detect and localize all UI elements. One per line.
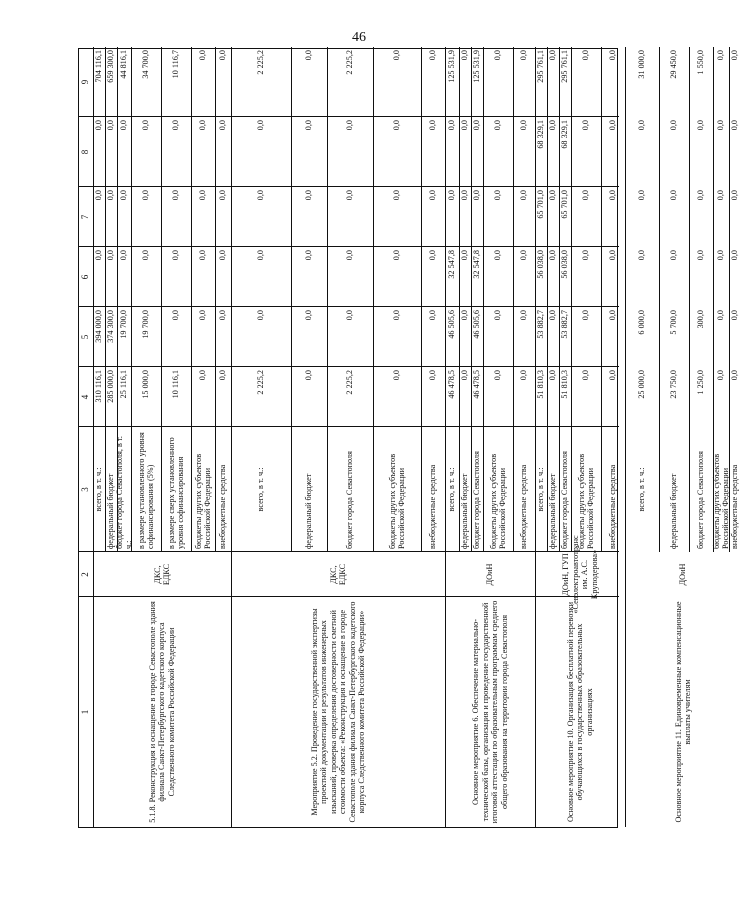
amount-cell: 0,0 [218,250,228,261]
amount-cell: 0,0 [730,190,740,201]
amount-cell: 10 116,7 [171,50,181,79]
executor-name: ДОиН [678,563,688,586]
amount-cell: 0,0 [198,50,208,61]
amount-cell: 68 329,1 [560,120,570,149]
amount-cell: 0,0 [696,190,706,201]
amount-cell: 0,0 [171,310,181,321]
amount-cell: 51 810,3 [560,370,570,399]
amount-cell: 0,0 [548,120,558,131]
header-cell: 8 [80,149,91,155]
activity-name: Основное мероприятие 11. Единовременные компенсационные выплаты учителям [673,601,692,823]
amount-cell: 68 329,1 [536,120,546,149]
amount-cell: 51 810,3 [536,370,546,399]
amount-cell: 2 225,2 [345,370,355,395]
amount-cell: 0,0 [256,190,266,201]
header-cell: 7 [80,214,91,220]
amount-cell: 0,0 [519,370,529,381]
amount-cell: 0,0 [106,120,116,131]
page-number: 46 [352,30,366,45]
header-cell: 9 [80,79,91,85]
amount-cell: 0,0 [304,370,314,381]
executor-name: ДОиН, ГУП «Севэлектроавтотранс им. А.С. Круподерова» [561,535,599,614]
amount-cell: 0,0 [304,190,314,201]
activity-name: Мероприятие 5.2. Проведение государственной экспертизы проектной документации и результатов инженерных изысканий, проверка определения достоверности сметной стоимости объекта: «Реконструкция и оснащение в городе Севастополе здания филиала Санкт-Петербургского кадетского корпуса Следственного комитета Российской Федерации» [309,601,366,823]
funding-source-label: федеральный бюджет [304,473,314,549]
funding-source-label: в размере сверх установленного уровня софинансирования [166,437,185,549]
amount-cell: 0,0 [345,190,355,201]
amount-cell: 0,0 [608,370,618,381]
amount-cell: 0,0 [460,370,470,381]
amount-cell: 10 116,1 [171,370,181,399]
funding-source-label: всего, в т. ч.: [94,467,104,512]
document-table [78,48,740,828]
activity-name: Основное мероприятие 6. Обеспечение материально-технической базы, организация и проведение государственной итоговой аттестации по образовательным программам среднего общего образования на территории города Севастополя [471,600,509,824]
amount-cell: 0,0 [447,190,457,201]
amount-cell: 0,0 [581,190,591,201]
amount-cell: 2 225,2 [345,50,355,75]
amount-cell: 29 450,0 [669,50,679,79]
column-divider [79,596,619,597]
amount-cell: 0,0 [519,120,529,131]
amount-cell: 0,0 [519,310,529,321]
amount-cell: 0,0 [171,250,181,261]
column-divider [79,246,619,247]
amount-cell: 0,0 [608,190,618,201]
amount-cell: 0,0 [106,190,116,201]
amount-cell: 25 116,1 [119,370,129,399]
amount-cell: 0,0 [581,370,591,381]
amount-cell: 0,0 [256,120,266,131]
amount-cell: 394 000,0 [94,310,104,343]
amount-cell: 56 038,0 [560,250,570,279]
funding-source-label: федеральный бюджет [106,473,116,549]
amount-cell: 0,0 [493,370,503,381]
funding-source-label: внебюджетные средства [428,464,438,549]
amount-cell: 0,0 [696,120,706,131]
amount-cell: 32 547,8 [472,250,482,279]
amount-cell: 0,0 [472,190,482,201]
header-cell: 2 [80,572,91,577]
amount-cell: 0,0 [218,310,228,321]
amount-cell: 0,0 [460,250,470,261]
amount-cell: 53 882,7 [560,310,570,339]
amount-cell: 0,0 [428,120,438,131]
amount-cell: 0,0 [519,190,529,201]
amount-cell: 0,0 [608,50,618,61]
amount-cell: 0,0 [548,50,558,61]
amount-cell: 0,0 [460,310,470,321]
funding-source-label: бюджет города Севастополя [345,451,355,549]
amount-cell: 0,0 [460,120,470,131]
amount-cell: 0,0 [519,250,529,261]
amount-cell: 125 531,9 [472,50,482,83]
amount-cell: 0,0 [716,190,726,201]
column-divider [79,186,619,187]
amount-cell: 0,0 [548,250,558,261]
header-cell: 3 [80,487,91,492]
amount-cell: 0,0 [304,50,314,61]
amount-cell: 0,0 [119,190,129,201]
amount-cell: 0,0 [428,250,438,261]
amount-cell: 0,0 [608,120,618,131]
funding-source-label: бюджет города Севастополя [472,451,482,549]
amount-cell: 0,0 [94,250,104,261]
amount-cell: 0,0 [171,120,181,131]
amount-cell: 0,0 [198,250,208,261]
column-divider [79,116,619,117]
amount-cell: 0,0 [460,50,470,61]
amount-cell: 310 116,1 [94,370,104,403]
activity-name: 5.1.8. Реконструкция и оснащение в городе Севастополе здания филиала Санкт-Петербургского кадетского корпуса Следственного комитета Российской Федерации [147,601,176,823]
amount-cell: 0,0 [392,120,402,131]
amount-cell: 46 505,6 [472,310,482,339]
activity-name: Основное мероприятие 10. Организация бесплатной перевозки обучающихся в государственных образовательных организациях [565,601,594,823]
executor-name: ДКС, ЕДКС [152,563,171,586]
funding-source-label: всего, в т. ч.: [447,467,457,512]
amount-cell: 0,0 [519,50,529,61]
funding-source-label: внебюджетные средства [608,464,618,549]
funding-source-label: бюджеты других субъектов Российской Федерации [711,453,730,549]
amount-cell: 300,0 [696,310,706,329]
funding-source-label: всего, в т. ч.: [637,467,647,512]
amount-cell: 0,0 [304,250,314,261]
funding-source-label: в размере установленного уровня софинансирования (5%) [136,432,155,549]
amount-cell: 53 882,7 [536,310,546,339]
amount-cell: 0,0 [548,190,558,201]
amount-cell: 15 000,0 [141,370,151,399]
amount-cell: 659 300,0 [106,50,116,83]
amount-cell: 0,0 [669,190,679,201]
amount-cell: 0,0 [428,370,438,381]
funding-source-label: внебюджетные средства [730,464,740,549]
header-cell: 5 [80,334,91,340]
funding-source-label: всего, в т. ч.: [536,467,546,512]
amount-cell: 0,0 [696,250,706,261]
amount-cell: 31 000,0 [637,50,647,79]
amount-cell: 0,0 [256,250,266,261]
amount-cell: 0,0 [637,190,647,201]
amount-cell: 0,0 [730,310,740,321]
amount-cell: 0,0 [198,370,208,381]
amount-cell: 0,0 [730,250,740,261]
executor-name: ДКС, ЕДКС [328,563,347,586]
funding-source-label: бюджеты других субъектов Российской Федерации [488,453,507,549]
amount-cell: 19 700,0 [141,310,151,339]
amount-cell: 46 478,5 [447,370,457,399]
column-divider [79,366,619,367]
amount-cell: 5 700,0 [669,310,679,335]
amount-cell: 0,0 [493,250,503,261]
amount-cell: 0,0 [472,120,482,131]
amount-cell: 0,0 [428,190,438,201]
amount-cell: 65 701,0 [560,190,570,219]
amount-cell: 0,0 [637,250,647,261]
header-cell: 6 [80,274,91,280]
amount-cell: 6 000,0 [637,310,647,335]
amount-cell: 295 761,1 [560,50,570,83]
amount-cell: 0,0 [716,50,726,61]
amount-cell: 285 000,0 [106,370,116,403]
funding-source-label: бюджет города Севастополя, в т. ч.: [114,436,133,549]
amount-cell: 0,0 [392,190,402,201]
amount-cell: 0,0 [141,250,151,261]
amount-cell: 0,0 [493,190,503,201]
amount-cell: 0,0 [171,190,181,201]
funding-source-label: бюджеты других субъектов Российской Федерации [193,453,212,549]
amount-cell: 0,0 [730,120,740,131]
amount-cell: 46 478,5 [472,370,482,399]
amount-cell: 0,0 [345,250,355,261]
amount-cell: 0,0 [119,120,129,131]
funding-source-label: бюджет города Севастополя [560,451,570,549]
amount-cell: 19 700,0 [119,310,129,339]
amount-cell: 0,0 [392,370,402,381]
amount-cell: 0,0 [198,190,208,201]
amount-cell: 65 701,0 [536,190,546,219]
amount-cell: 2 225,2 [256,50,266,75]
funding-source-label: федеральный бюджет [548,473,558,549]
header-cell: 4 [80,394,91,400]
amount-cell: 0,0 [716,250,726,261]
amount-cell: 374 300,0 [106,310,116,343]
amount-cell: 2 225,2 [256,370,266,395]
amount-cell: 0,0 [716,310,726,321]
funding-source-label: внебюджетные средства [519,464,529,549]
amount-cell: 0,0 [428,310,438,321]
amount-cell: 0,0 [218,190,228,201]
amount-cell: 0,0 [447,120,457,131]
amount-cell: 0,0 [669,250,679,261]
column-divider [79,551,619,552]
amount-cell: 0,0 [460,190,470,201]
amount-cell: 0,0 [637,120,647,131]
amount-cell: 0,0 [392,310,402,321]
amount-cell: 0,0 [493,120,503,131]
amount-cell: 0,0 [581,120,591,131]
amount-cell: 0,0 [119,250,129,261]
amount-cell: 0,0 [608,310,618,321]
amount-cell: 125 531,9 [447,50,457,83]
amount-cell: 0,0 [493,310,503,321]
funding-source-label: бюджеты других субъектов Российской Федерации [387,453,406,549]
budget-table [78,48,740,828]
amount-cell: 0,0 [493,50,503,61]
amount-cell: 0,0 [345,120,355,131]
amount-cell: 0,0 [345,310,355,321]
amount-cell: 0,0 [304,120,314,131]
executor-name: ДОиН [485,563,495,586]
funding-source-label: федеральный бюджет [460,473,470,549]
amount-cell: 0,0 [218,50,228,61]
amount-cell: 0,0 [392,50,402,61]
amount-cell: 34 700,0 [141,50,151,79]
amount-cell: 0,0 [218,370,228,381]
amount-cell: 46 505,6 [447,310,457,339]
header-cell: 1 [80,709,91,715]
amount-cell: 0,0 [608,250,618,261]
amount-cell: 1 250,0 [696,370,706,395]
funding-source-label: внебюджетные средства [218,464,228,549]
amount-cell: 1 550,0 [696,50,706,75]
amount-cell: 44 816,1 [119,50,129,79]
column-divider [79,426,619,427]
amount-cell: 0,0 [141,190,151,201]
amount-cell: 0,0 [428,50,438,61]
amount-cell: 0,0 [141,120,151,131]
column-divider [79,306,619,307]
amount-cell: 0,0 [94,120,104,131]
funding-source-label: бюджеты других субъектов Российской Федерации [576,453,595,549]
amount-cell: 295 761,1 [536,50,546,83]
amount-cell: 56 038,0 [536,250,546,279]
amount-cell: 0,0 [392,250,402,261]
amount-cell: 0,0 [198,310,208,321]
amount-cell: 0,0 [716,370,726,381]
amount-cell: 0,0 [581,50,591,61]
amount-cell: 0,0 [548,370,558,381]
amount-cell: 0,0 [716,120,726,131]
amount-cell: 0,0 [581,310,591,321]
amount-cell: 704 116,1 [94,50,104,83]
amount-cell: 0,0 [198,120,208,131]
amount-cell: 0,0 [106,250,116,261]
amount-cell: 0,0 [730,370,740,381]
amount-cell: 25 000,0 [637,370,647,399]
amount-cell: 32 547,8 [447,250,457,279]
funding-source-label: бюджет города Севастополя [696,451,706,549]
amount-cell: 0,0 [548,310,558,321]
amount-cell: 0,0 [581,250,591,261]
amount-cell: 0,0 [730,50,740,61]
amount-cell: 0,0 [304,310,314,321]
amount-cell: 0,0 [218,120,228,131]
amount-cell: 23 750,0 [669,370,679,399]
funding-source-label: всего, в т. ч.: [256,467,266,512]
amount-cell: 0,0 [94,190,104,201]
amount-cell: 0,0 [669,120,679,131]
amount-cell: 0,0 [256,310,266,321]
funding-source-label: федеральный бюджет [669,473,679,549]
